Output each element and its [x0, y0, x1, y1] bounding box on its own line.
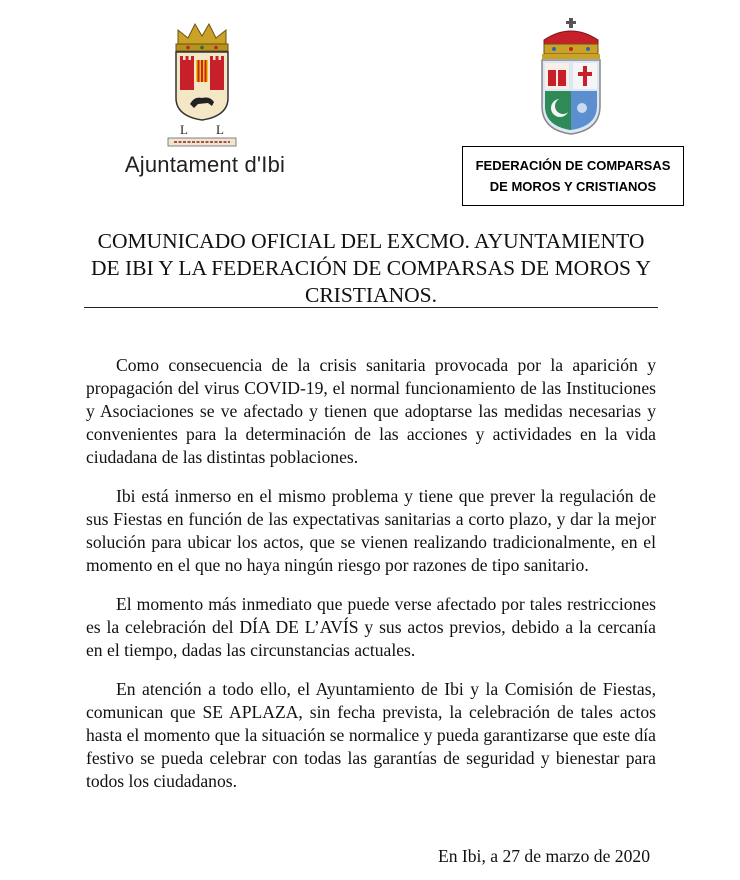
- document-body: [86, 354, 656, 809]
- federacion-name-box: [462, 146, 684, 206]
- federacion-name-line2: DE MOROS Y CRISTIANOS: [489, 179, 657, 194]
- body-paragraph-4: En atención a todo ello, el Ayuntamiento de Ibi y la Comisión de Fiestas, comunican que SE APLAZA, sin fecha prevista, la celebración de tales actos hasta el momento que la situación se normalice y pueda garantizarse que este día festivo se pueda celebrar con todas las garantías de seguridad y bienestar para todos los ciudadanos.: [86, 679, 656, 791]
- ayuntamiento-name: Ajuntament d'Ibi: [124, 152, 286, 177]
- body-paragraph-3: El momento más inmediato que puede verse afectado por tales restricciones es la celebración del DÍA DE L’AVÍS y sus actos previos, debido a la cercanía en el tiempo, dadas las circunstancias actuales.: [86, 594, 656, 660]
- title-divider: [84, 307, 658, 308]
- federacion-name-line1: FEDERACIÓN DE COMPARSAS: [475, 158, 671, 173]
- body-paragraph-2: Ibi está inmerso en el mismo problema y tiene que prever la regulación de sus Fiestas en función de las expectativas sanitarias a corto plazo, y dar la mejor solución para ubicar los actos, que se vienen realizando tradicionalmente, en el momento en el que no haya ningún riesgo por razones de tipo sanitario.: [86, 486, 656, 575]
- body-paragraph-1: Como consecuencia de la crisis sanitaria provocada por la aparición y propagación del virus COVID-19, el normal funcionamiento de las Instituciones y Asociaciones se ve afectado y tienen que adoptarse las medidas necesarias y convenientes para la determinación de las acciones y actividades en la vida ciudadana de las distintas poblaciones.: [86, 355, 656, 467]
- document-title: [86, 228, 656, 309]
- federacion-coat-of-arms-icon: [536, 18, 606, 138]
- svg-text:L: L: [216, 122, 224, 137]
- document-title-line3: CRISTIANOS.: [304, 283, 437, 307]
- svg-text:L: L: [180, 122, 188, 137]
- document-title-line1: COMUNICADO OFICIAL DEL EXCMO. AYUNTAMIENTO: [97, 229, 645, 253]
- document-date: En Ibi, a 27 de marzo de 2020: [437, 846, 650, 866]
- ibi-coat-of-arms-icon: [164, 20, 240, 148]
- document-title-line2: DE IBI Y LA FEDERACIÓN DE COMPARSAS DE MOROS Y: [90, 256, 652, 280]
